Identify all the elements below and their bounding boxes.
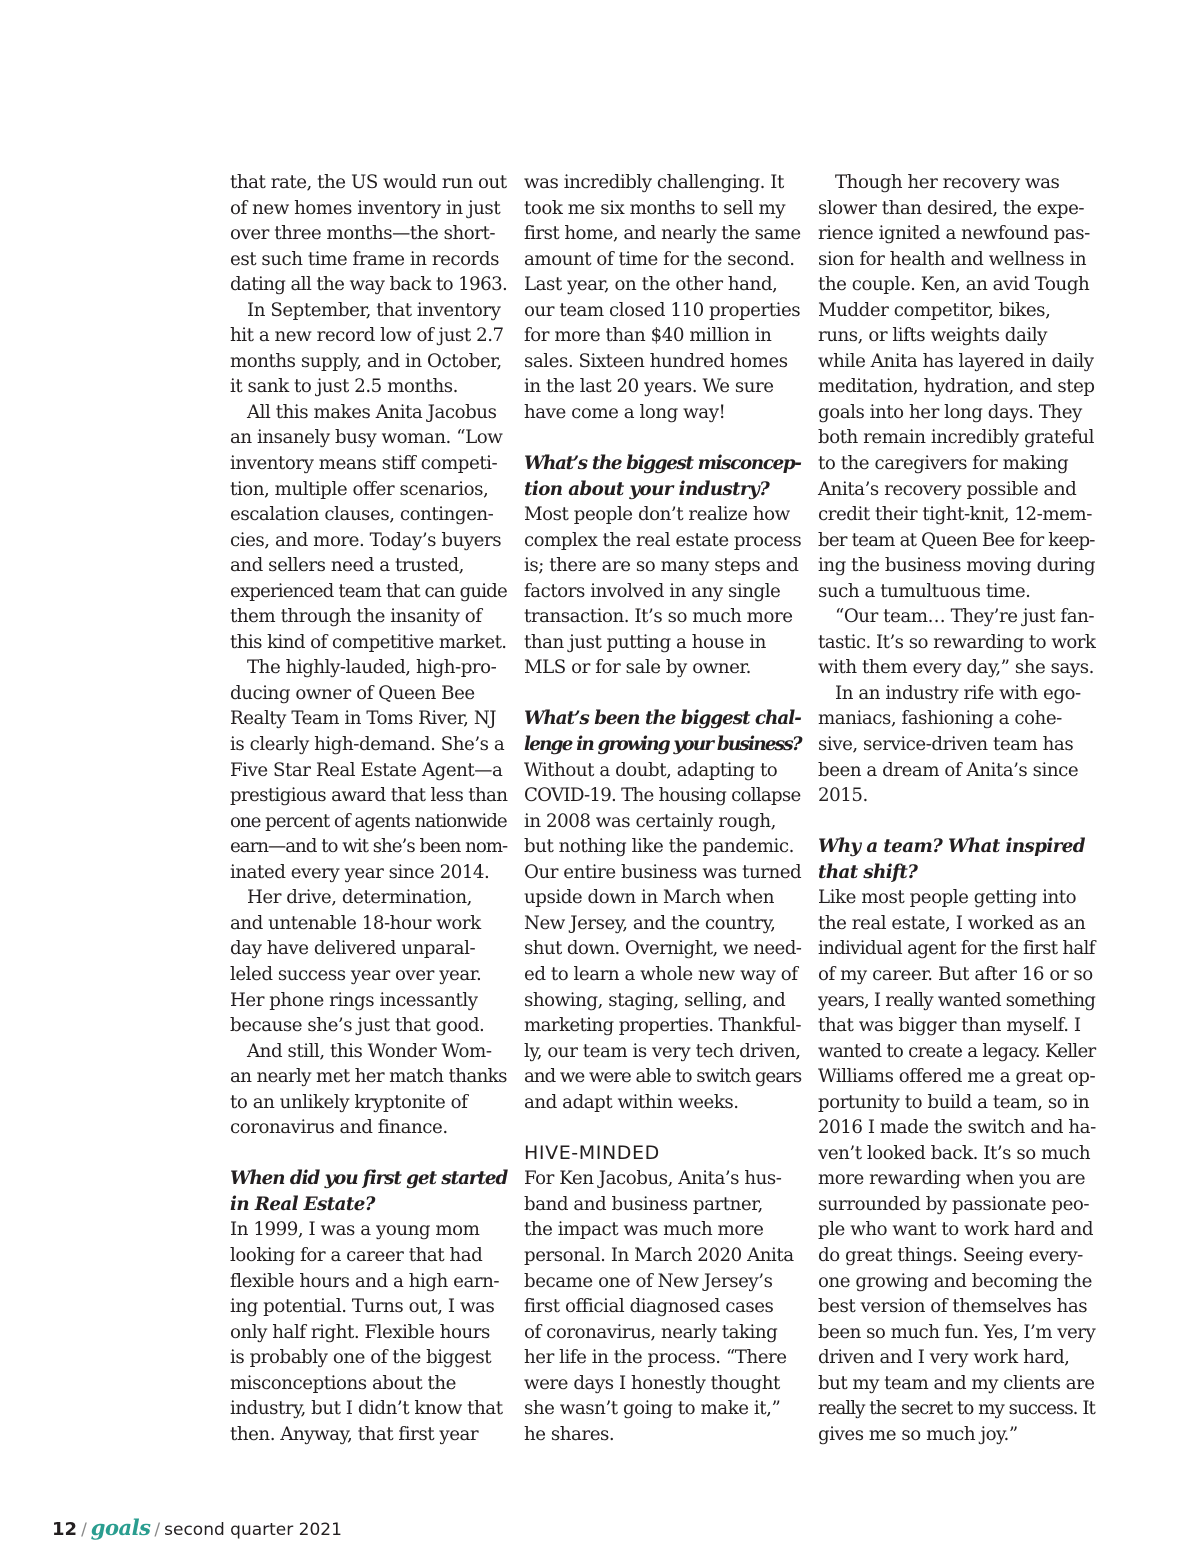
- text-line: prestigious award that less than: [230, 785, 508, 807]
- text-line: Her phone rings incessantly: [230, 989, 478, 1011]
- text-line: goals into her long days. They: [818, 401, 1082, 423]
- text-line: and sellers need a trusted,: [230, 555, 464, 577]
- text-line: runs, or lifts weights daily: [818, 325, 1047, 347]
- page-number: 12: [52, 1519, 78, 1540]
- text-line: this kind of competitive market.: [230, 631, 507, 653]
- text-line: shut down. Overnight, we need-: [524, 938, 802, 960]
- interview-question-line: When did you first get started: [230, 1168, 508, 1190]
- issue-label: second quarter 2021: [164, 1520, 342, 1540]
- text-line: to the caregivers for making: [818, 453, 1069, 475]
- text-line: hit a new record low of just 2.7: [230, 325, 504, 347]
- article-column-2: [524, 170, 802, 1447]
- text-line: first home, and nearly the same: [524, 223, 801, 245]
- text-line: first official diagnosed cases: [524, 1296, 774, 1318]
- text-line: coronavirus and finance.: [230, 1117, 448, 1139]
- text-line: been a dream of Anita’s since: [818, 759, 1079, 781]
- text-line: ven’t looked back. It’s so much: [818, 1142, 1091, 1164]
- text-line: experienced team that can guide: [230, 580, 507, 602]
- text-line: surrounded by passionate peo-: [818, 1193, 1090, 1215]
- interview-question-line: tion about your industry?: [524, 478, 770, 500]
- section-subheading: HIVE-MINDED: [524, 1141, 660, 1164]
- text-line: misconceptions about the: [230, 1372, 456, 1394]
- paragraph-gap: [230, 1141, 508, 1167]
- text-line: Like most people getting into: [818, 887, 1077, 909]
- text-line: earn—and to wit she’s been nom-: [230, 836, 508, 858]
- text-line: in the last 20 years. We sure: [524, 376, 774, 398]
- text-line: Our entire business was turned: [524, 861, 802, 883]
- text-line: over three months—the short-: [230, 223, 496, 245]
- paragraph-gap: [524, 681, 802, 707]
- text-line: of coronavirus, nearly taking: [524, 1321, 778, 1343]
- text-line: with them every day,” she says.: [818, 657, 1094, 679]
- text-line: them through the insanity of: [230, 606, 482, 628]
- text-line: tion, multiple offer scenarios,: [230, 478, 489, 500]
- text-line: her life in the process. “There: [524, 1347, 787, 1369]
- text-line: amount of time for the second.: [524, 248, 795, 270]
- text-line: both remain incredibly grateful: [818, 427, 1094, 449]
- text-line: best version of themselves has: [818, 1296, 1088, 1318]
- text-line: that was bigger than myself. I: [818, 1015, 1081, 1037]
- text-line: because she’s just that good.: [230, 1015, 485, 1037]
- text-line: Anita’s recovery possible and: [818, 478, 1077, 500]
- text-line: upside down in March when: [524, 887, 775, 909]
- text-line: ing the business moving during: [818, 555, 1096, 577]
- text-line: Without a doubt, adapting to: [524, 759, 778, 781]
- text-line: was incredibly challenging. It: [524, 172, 784, 193]
- text-line: in 2008 was certainly rough,: [524, 810, 776, 832]
- text-line: band and business partner,: [524, 1193, 763, 1215]
- text-line: Last year, on the other hand,: [524, 274, 778, 296]
- text-line: dating all the way back to 1963.: [230, 274, 508, 296]
- text-line: have come a long way!: [524, 401, 726, 423]
- text-line: it sank to just 2.5 months.: [230, 376, 459, 398]
- text-line: that rate, the US would run out: [230, 172, 507, 193]
- text-line: the couple. Ken, an avid Tough: [818, 274, 1090, 296]
- text-line: rience ignited a newfound pas-: [818, 223, 1090, 245]
- interview-question-line: in Real Estate?: [230, 1193, 375, 1215]
- text-line: more rewarding when you are: [818, 1168, 1086, 1190]
- text-line: Williams offered me a great op-: [818, 1066, 1096, 1088]
- text-line: years, I really wanted something: [818, 989, 1096, 1011]
- paragraph-gap: [818, 809, 1096, 835]
- text-line: est such time frame in records: [230, 248, 499, 270]
- text-line: In September, that inventory: [247, 299, 501, 321]
- text-line: maniacs, fashioning a cohe-: [818, 708, 1062, 730]
- text-line: ly, our team is very tech driven,: [524, 1040, 801, 1062]
- text-line: personal. In March 2020 Anita: [524, 1244, 794, 1266]
- text-line: the real estate, I worked as an: [818, 912, 1086, 934]
- article-column-3: [818, 170, 1096, 1447]
- text-line: one percent of agents nationwide: [230, 810, 507, 832]
- interview-question-line: What’s been the biggest chal-: [524, 708, 801, 730]
- interview-question-line: Why a team? What inspired: [818, 836, 1085, 858]
- text-line: is; there are so many steps and: [524, 555, 799, 577]
- text-line: for more than $40 million in: [524, 325, 772, 347]
- text-line: 2016 I made the switch and ha-: [818, 1117, 1096, 1139]
- text-line: gives me so much joy.”: [818, 1423, 1018, 1445]
- text-line: our team closed 110 properties: [524, 299, 801, 321]
- text-line: of new homes inventory in just: [230, 197, 501, 219]
- text-line: driven and I very work hard,: [818, 1347, 1070, 1369]
- text-line: but nothing like the pandemic.: [524, 836, 794, 858]
- text-line: tastic. It’s so rewarding to work: [818, 631, 1096, 653]
- text-line: only half right. Flexible hours: [230, 1321, 490, 1343]
- text-line: looking for a career that had: [230, 1244, 483, 1266]
- text-line: ducing owner of Queen Bee: [230, 682, 475, 704]
- text-line: In an industry rife with ego-: [835, 682, 1081, 704]
- text-line: ber team at Queen Bee for keep-: [818, 529, 1095, 551]
- footer-separator: /: [81, 1520, 87, 1540]
- text-line: months supply, and in October,: [230, 350, 502, 372]
- text-line: became one of New Jersey’s: [524, 1270, 773, 1292]
- text-line: and we were able to switch gears: [524, 1066, 802, 1088]
- text-line: industry, but I didn’t know that: [230, 1398, 503, 1420]
- text-line: while Anita has layered in daily: [818, 350, 1094, 372]
- text-line: And still, this Wonder Wom-: [247, 1040, 492, 1062]
- text-line: complex the real estate process: [524, 529, 802, 551]
- text-line: been so much fun. Yes, I’m very: [818, 1321, 1096, 1343]
- text-line: factors involved in any single: [524, 580, 781, 602]
- text-line: such a tumultuous time.: [818, 580, 1031, 602]
- text-line: inated every year since 2014.: [230, 861, 490, 883]
- text-line: portunity to build a team, so in: [818, 1091, 1090, 1113]
- text-line: Though her recovery was: [835, 172, 1060, 193]
- text-line: credit their tight-knit, 12-mem-: [818, 504, 1092, 526]
- text-line: is probably one of the biggest: [230, 1347, 492, 1369]
- paragraph-gap: [524, 1115, 802, 1141]
- text-line: sive, service-driven team has: [818, 734, 1074, 756]
- text-line: flexible hours and a high earn-: [230, 1270, 500, 1292]
- text-line: The highly-lauded, high-pro-: [247, 657, 497, 679]
- text-line: ple who want to work hard and: [818, 1219, 1094, 1241]
- text-line: inventory means stiff competi-: [230, 453, 498, 475]
- text-line: and untenable 18-hour work: [230, 912, 481, 934]
- text-line: New Jersey, and the country,: [524, 912, 776, 934]
- text-line: one growing and becoming the: [818, 1270, 1092, 1292]
- text-line: All this makes Anita Jacobus: [247, 401, 497, 423]
- text-line: escalation clauses, contingen-: [230, 504, 494, 526]
- text-line: wanted to create a legacy. Keller: [818, 1040, 1096, 1062]
- text-line: ing potential. Turns out, I was: [230, 1296, 495, 1318]
- text-line: day have delivered unparal-: [230, 938, 476, 960]
- text-line: then. Anyway, that first year: [230, 1423, 479, 1445]
- text-line: leled success year over year.: [230, 963, 482, 985]
- text-line: Five Star Real Estate Agent—a: [230, 759, 503, 781]
- text-line: sion for health and wellness in: [818, 248, 1087, 270]
- text-line: ed to learn a whole new way of: [524, 963, 798, 985]
- article-column-1: [230, 170, 508, 1447]
- text-line: is clearly high-demand. She’s a: [230, 734, 505, 756]
- text-line: of my career. But after 16 or so: [818, 963, 1093, 985]
- text-line: transaction. It’s so much more: [524, 606, 793, 628]
- text-line: “Our team… They’re just fan-: [835, 606, 1095, 628]
- paragraph-gap: [524, 425, 802, 451]
- text-line: In 1999, I was a young mom: [230, 1219, 480, 1241]
- text-line: to an unlikely kryptonite of: [230, 1091, 468, 1113]
- text-line: showing, staging, selling, and: [524, 989, 786, 1011]
- text-line: slower than desired, the expe-: [818, 197, 1085, 219]
- footer-separator: /: [154, 1520, 161, 1540]
- text-line: the impact was much more: [524, 1219, 764, 1241]
- text-line: she wasn’t going to make it,”: [524, 1398, 781, 1420]
- text-line: really the secret to my success. It: [818, 1398, 1095, 1420]
- text-line: 2015.: [818, 785, 868, 807]
- text-line: meditation, hydration, and step: [818, 376, 1095, 398]
- text-line: individual agent for the first half: [818, 938, 1095, 960]
- text-line: an insanely busy woman. “Low: [230, 427, 503, 449]
- interview-question-line: that shift?: [818, 861, 918, 883]
- text-line: do great things. Seeing every-: [818, 1244, 1083, 1266]
- page-footer: [52, 1516, 342, 1542]
- text-line: took me six months to sell my: [524, 197, 786, 219]
- text-line: he shares.: [524, 1423, 615, 1445]
- text-line: MLS or for sale by owner.: [524, 657, 751, 679]
- text-line: Realty Team in Toms River, NJ: [230, 708, 497, 730]
- text-line: cies, and more. Today’s buyers: [230, 529, 502, 551]
- text-line: and adapt within weeks.: [524, 1091, 739, 1113]
- text-line: Most people don’t realize how: [524, 504, 790, 526]
- text-line: sales. Sixteen hundred homes: [524, 350, 788, 372]
- text-line: Mudder competitor, bikes,: [818, 299, 1051, 321]
- text-line: were days I honestly thought: [524, 1372, 780, 1394]
- text-line: COVID-19. The housing collapse: [524, 785, 801, 807]
- text-line: Her drive, determination,: [247, 887, 472, 909]
- magazine-logo: goals: [90, 1515, 151, 1540]
- text-line: marketing properties. Thankful-: [524, 1015, 801, 1037]
- text-line: For Ken Jacobus, Anita’s hus-: [524, 1168, 782, 1190]
- text-line: an nearly met her match thanks: [230, 1066, 507, 1088]
- text-line: but my team and my clients are: [818, 1372, 1095, 1394]
- interview-question-line: lenge in growing your business?: [524, 734, 801, 756]
- text-line: than just putting a house in: [524, 631, 766, 653]
- interview-question-line: What’s the biggest misconcep-: [524, 453, 801, 475]
